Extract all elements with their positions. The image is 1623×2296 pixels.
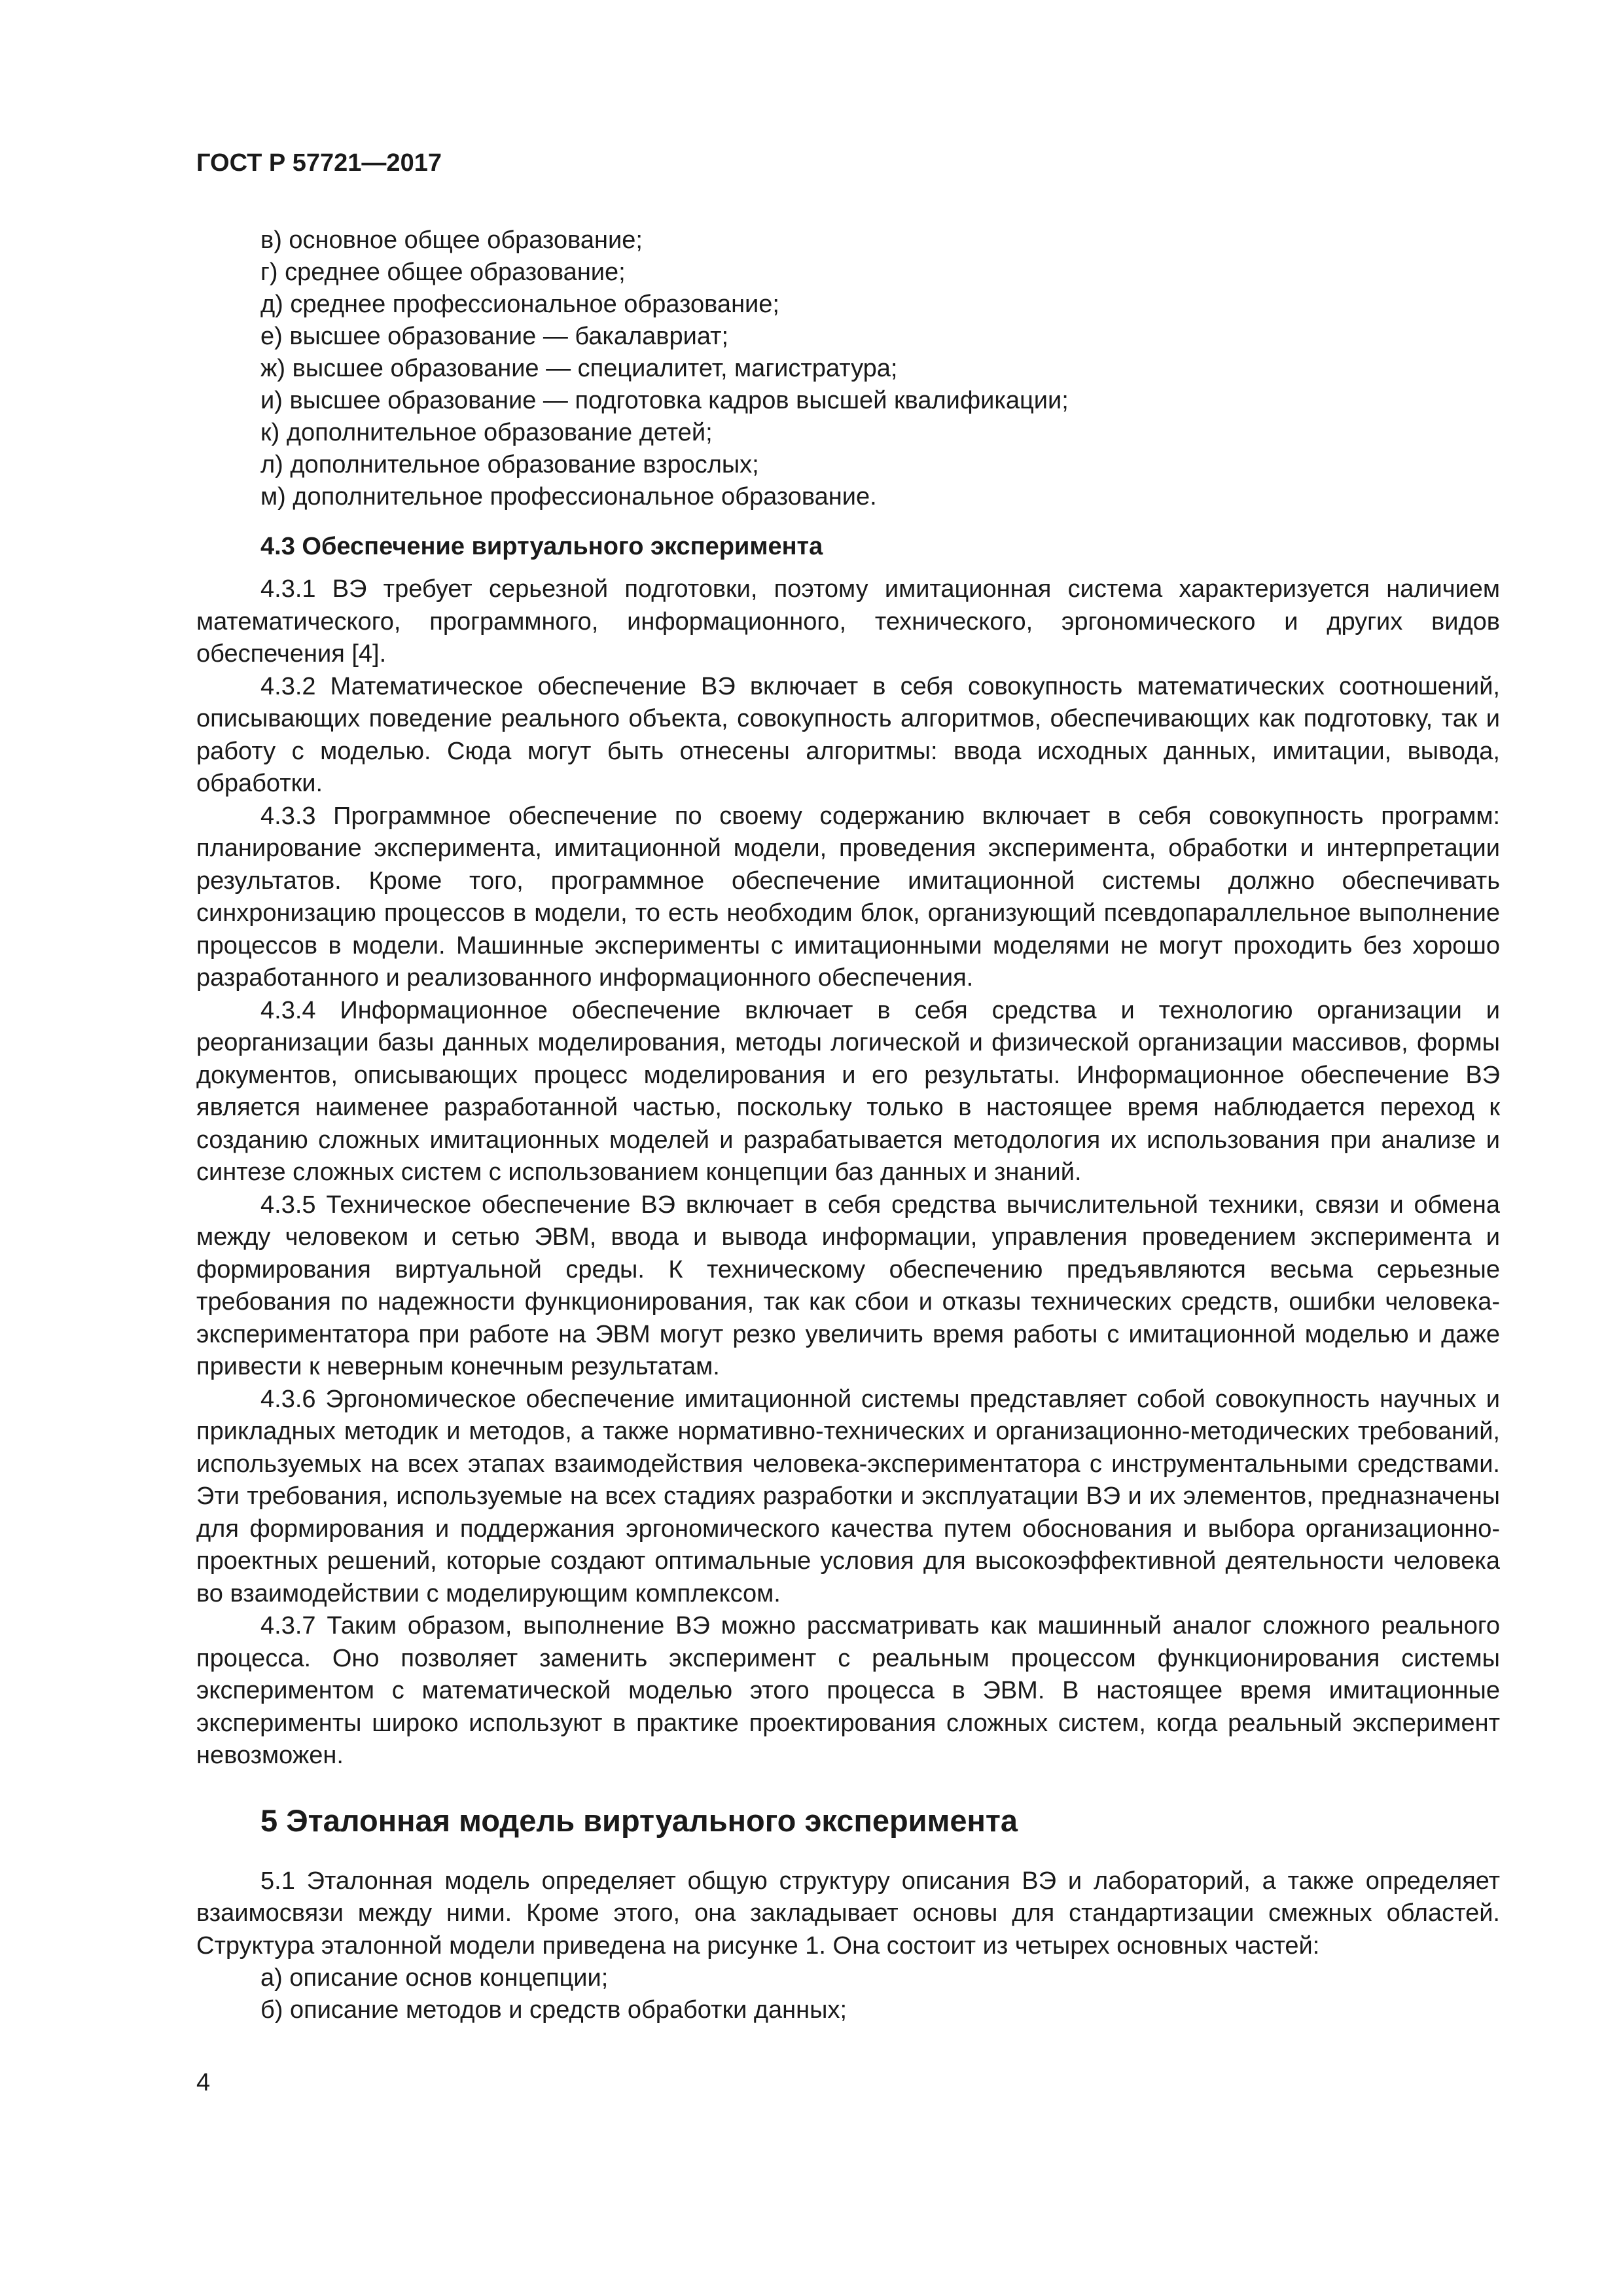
- list-item: е) высшее образование — бакалавриат;: [260, 323, 729, 350]
- paragraph-4-3-5: 4.3.5 Техническое обеспечение ВЭ включает в себя средства вычислительной техники, связи и обмена между человеком и сетью ЭВМ, ввода и вывода информации, управления проведением эксперимента и формирования виртуальной среды. К техническому обеспечению предъявляются весьма серьезные требования по надежности функционирования, так как сбои и отказы технических средств, ошибки человека-экспериментатора при работе на ЭВМ могут резко увеличить время работы с имитационной моделью и даже привести к неверным конечным результатам.: [196, 1191, 1500, 1380]
- section-title: 5 Эталонная модель виртуального эксперимента: [260, 1803, 1018, 1838]
- list-item: и) высшее образование — подготовка кадров высшей квалификации;: [260, 387, 1069, 414]
- list-item: к) дополнительное образование детей;: [260, 419, 713, 446]
- list-item: в) основное общее образование;: [260, 226, 643, 254]
- paragraph-4-3-3: 4.3.3 Программное обеспечение по своему содержанию включает в себя совокупность программ: планирование эксперимента, имитационной модели, проведения эксперимента, обработки и интерпретации результатов. Кроме того, программное обеспечение имитационной системы должно обеспечивать синхронизацию процессов в модели, то есть необходим блок, организующий псевдопараллельное выполнение процессов в модели. Машинные эксперименты с имитационными моделями не могут проходить без хорошо разработанного и реализованного информационного обеспечения.: [196, 802, 1500, 992]
- list-item: м) дополнительное профессиональное образование.: [260, 483, 877, 511]
- list-item: а) описание основ концепции;: [260, 1964, 609, 1992]
- paragraph-4-3-2: 4.3.2 Математическое обеспечение ВЭ включает в себя совокупность математических соотношений, описывающих поведение реального объекта, совокупность алгоритмов, обеспечивающих как подготовку, так и работу с моделью. Сюда могут быть отнесены алгоритмы: ввода исходных данных, имитации, вывода, обработки.: [196, 672, 1500, 797]
- document-header: ГОСТ Р 57721—2017: [196, 149, 442, 177]
- list-item: б) описание методов и средств обработки данных;: [260, 1996, 847, 2024]
- paragraph-4-3-7: 4.3.7 Таким образом, выполнение ВЭ можно рассматривать как машинный аналог сложного реального процесса. Оно позволяет заменить эксперимент с реальным процессом функционирования системы экспериментом с математической моделью этого процесса в ЭВМ. В настоящее время имитационные эксперименты широко используют в практике проектирования сложных систем, когда реальный эксперимент невозможен.: [196, 1612, 1500, 1769]
- subsection-title: 4.3 Обеспечение виртуального эксперимента: [260, 533, 823, 560]
- list-item: л) дополнительное образование взрослых;: [260, 451, 759, 478]
- paragraph-4-3-6: 4.3.6 Эргономическое обеспечение имитационной системы представляет собой совокупность научных и прикладных методик и методов, а также нормативно-технических и организационно-методических требований, используемых на всех этапах взаимодействия человека-экспериментатора с инструментальными средствами. Эти требования, используемые на всех стадиях разработки и эксплуатации ВЭ и их элементов, предназначены для формирования и поддержания эргономического качества путем обоснования и выбора организационно-проектных решений, которые создают оптимальные условия для высокоэффективной деятельности человека во взаимодействии с моделирующим комплексом.: [196, 1385, 1500, 1607]
- list-item: г) среднее общее образование;: [260, 259, 626, 286]
- education-levels-list: [196, 224, 1500, 513]
- paragraph-4-3-1: 4.3.1 ВЭ требует серьезной подготовки, поэтому имитационная система характеризуется наличием математического, программного, информационного, технического, эргономического и других видов обеспечения [4].: [196, 575, 1500, 668]
- page-number: 4: [196, 2069, 211, 2096]
- list-item: д) среднее профессиональное образование;: [260, 291, 779, 318]
- list-item: ж) высшее образование — специалитет, магистратура;: [260, 355, 898, 382]
- model-parts-list: [196, 1962, 1500, 2026]
- paragraph-5-1: 5.1 Эталонная модель определяет общую структуру описания ВЭ и лабораторий, а также определяет взаимосвязи между ними. Кроме этого, она закладывает основы для стандартизации смежных областей. Структура эталонной модели приведена на рисунке 1. Она состоит из четырех основных частей:: [196, 1867, 1500, 1960]
- page-content: [196, 224, 1500, 2026]
- paragraph-4-3-4: 4.3.4 Информационное обеспечение включает в себя средства и технологию организации и реорганизации базы данных моделирования, методы логической и физической организации массивов, формы документов, описывающих процесс моделирования и его результаты. Информационное обеспечение ВЭ является наименее разработанной частью, поскольку только в настоящее время наблюдается переход к созданию сложных имитационных моделей и разрабатывается методология их использования при анализе и синтезе сложных систем с использованием концепции баз данных и знаний.: [196, 996, 1500, 1186]
